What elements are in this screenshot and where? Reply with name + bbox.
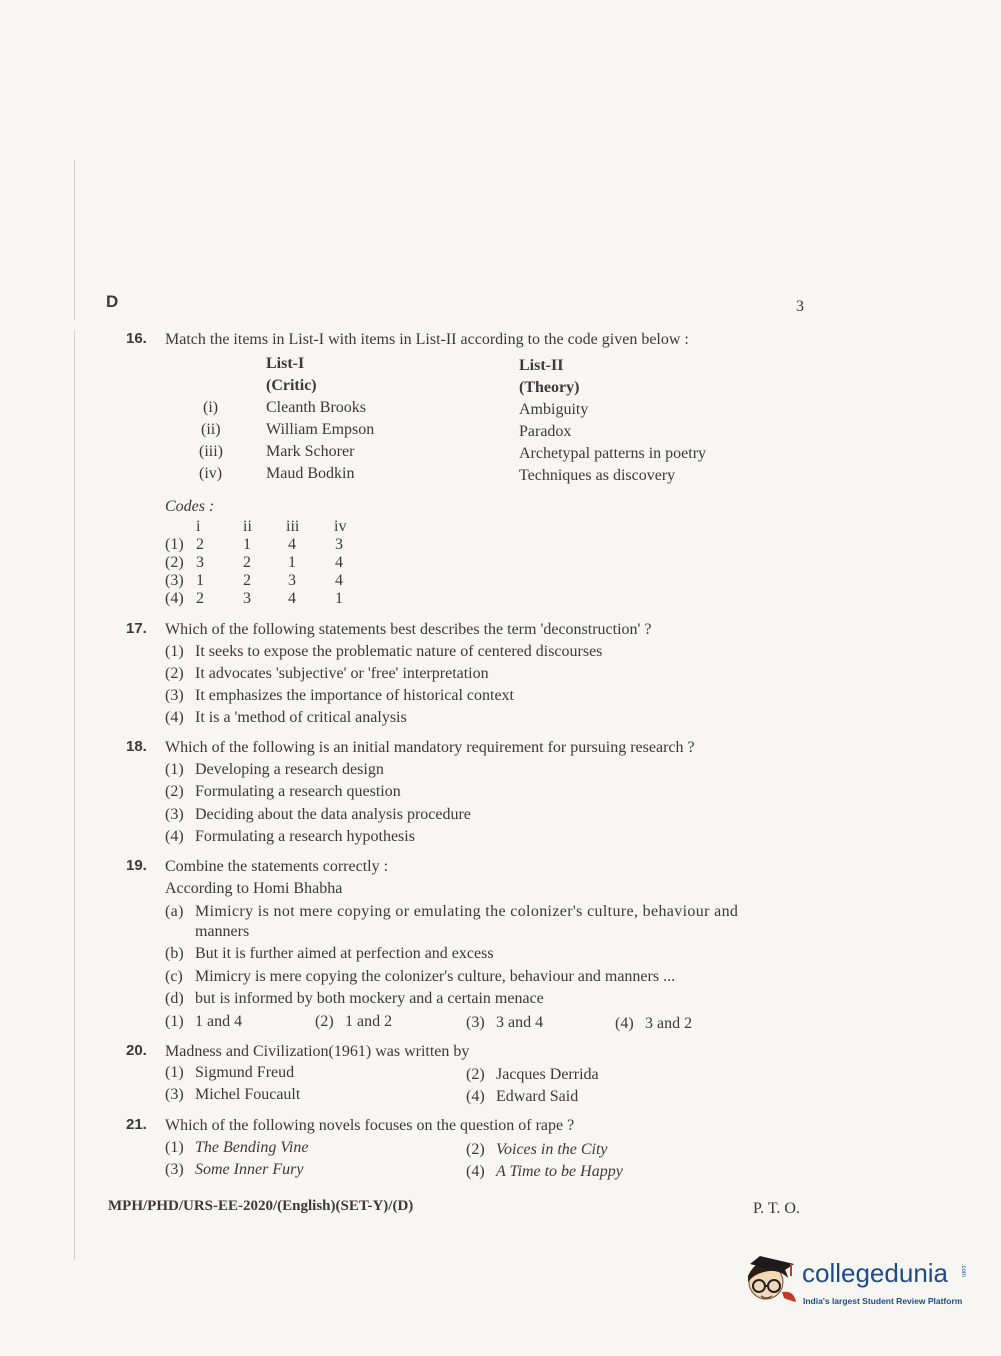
codes-label: Codes : [165,498,215,515]
code-header: ii [243,518,252,535]
row-critic: William Empson [266,421,375,438]
question-text: Match the items in List-I with items in List-II according to the code given below : [165,331,689,348]
code-value: 4 [288,536,296,553]
option-text: It advocates 'subjective' or 'free' interpretation [195,665,489,682]
answer-option [165,782,401,802]
option-text: 1 and 4 [195,1013,243,1030]
option-number: (3) [165,687,184,704]
code-value: 4 [335,572,343,589]
code-value: 1 [288,554,296,571]
question-number: 17. [126,620,147,637]
statement [165,967,675,987]
please-turn-over: P. T. O. [753,1200,800,1217]
code-value: 2 [196,590,204,607]
row-roman: (iii) [199,443,223,460]
answer-option [165,1063,294,1083]
statement-text: But it is further aimed at perfection and excess [195,945,494,962]
brand-tagline: India's largest Student Review Platform [803,1296,963,1306]
option-number: (4) [466,1163,485,1180]
brand-domain: .com [960,1264,966,1278]
code-header: iii [286,518,300,535]
code-option: (1) [165,536,184,553]
option-number: (4) [466,1088,485,1105]
answer-option [466,1013,543,1033]
list2-subtitle: (Theory) [519,379,580,396]
option-text: Some Inner Fury [195,1161,304,1178]
answer-option [165,642,602,662]
row-theory: Paradox [519,423,572,440]
question-number: 18. [126,738,147,755]
code-value: 4 [288,590,296,607]
option-number: (3) [165,1161,184,1178]
option-text: The Bending Vine [195,1139,309,1156]
code-value: 1 [243,536,251,553]
scan-margin-line [74,330,75,1260]
statement-text: but is informed by both mockery and a certain menace [195,990,544,1007]
option-text: Jacques Derrida [496,1066,599,1083]
option-number: (1) [165,643,184,660]
statement-letter: (a) [165,903,184,920]
option-text: A Time to be Happy [496,1163,623,1180]
option-number: (2) [315,1013,334,1030]
answer-option [466,1140,608,1160]
option-number: (2) [165,665,184,682]
question-text: Combine the statements correctly : [165,858,389,875]
option-number: (4) [615,1015,634,1032]
page-number: 3 [796,298,804,315]
row-theory: Archetypal patterns in poetry [519,445,707,462]
code-value: 1 [196,572,204,589]
option-text: 3 and 2 [645,1015,693,1032]
option-text: It seeks to expose the problematic nature of centered discourses [195,643,603,660]
option-number: (4) [165,828,184,845]
answer-option [165,1160,303,1180]
question-text: Which of the following is an initial mandatory requirement for pursuing research ? [165,739,695,756]
statement [165,902,738,922]
row-theory: Techniques as discovery [519,467,676,484]
option-text: Michel Foucault [195,1086,301,1103]
answer-option [466,1065,599,1085]
scan-margin-line [74,160,75,320]
option-text: It is a 'method of critical analysis [195,709,407,726]
answer-option [615,1014,692,1034]
row-critic: Maud Bodkin [266,465,355,482]
row-roman: (iv) [199,465,223,482]
code-value: 2 [196,536,204,553]
code-value: 3 [288,572,296,589]
set-letter: D [106,292,119,311]
option-text: Edward Said [496,1088,579,1105]
answer-option [165,1012,242,1032]
statement-letter: (d) [165,990,184,1007]
statement-text: Mimicry is not mere copying or emulating the colonizer's culture, behaviour and [195,903,739,920]
option-text: It emphasizes the importance of historical context [195,687,514,704]
code-value: 3 [335,536,343,553]
option-text: Formulating a research hypothesis [195,828,415,845]
answer-option [165,686,514,706]
question-number: 20. [126,1042,147,1059]
code-value: 1 [335,590,343,607]
answer-option [165,1085,300,1105]
option-number: (3) [466,1014,485,1031]
code-value: 2 [243,554,251,571]
answer-option [466,1087,578,1107]
option-number: (3) [165,806,184,823]
row-roman: (i) [203,399,219,416]
answer-option [165,805,471,825]
row-critic: Mark Schorer [266,443,355,460]
option-number: (2) [466,1141,485,1158]
answer-option [165,708,407,728]
question-text: Which of the following novels focuses on the question of rape ? [165,1117,575,1134]
question-text: Which of the following statements best describes the term 'deconstruction' ? [165,621,652,638]
answer-option [466,1162,623,1182]
list1-subtitle: (Critic) [266,377,317,394]
option-number: (4) [165,709,184,726]
option-number: (1) [165,1139,184,1156]
option-text: Sigmund Freud [195,1064,295,1081]
collegedunia-logo[interactable] [742,1250,972,1314]
option-text: Formulating a research question [195,783,401,800]
question-number: 19. [126,857,147,874]
option-text: 3 and 4 [496,1014,544,1031]
question-text: Madness and Civilization(1961) was written by [165,1043,470,1060]
option-text: Developing a research design [195,761,384,778]
statement [165,944,494,964]
answer-option [315,1012,392,1032]
row-critic: Cleanth Brooks [266,399,366,416]
code-header: iv [334,518,347,535]
paper-code: MPH/PHD/URS-EE-2020/(English)(SET-Y)/(D) [108,1198,414,1214]
brand-name: collegedunia [802,1258,949,1288]
row-roman: (ii) [201,421,221,438]
option-number: (1) [165,1013,184,1030]
question-number: 16. [126,330,147,347]
question-subtext: According to Homi Bhabha [165,880,343,897]
answer-option [165,827,415,847]
option-number: (2) [466,1066,485,1083]
option-number: (1) [165,1064,184,1081]
code-value: 3 [196,554,204,571]
option-text: Voices in the City [496,1141,608,1158]
statement-letter: (b) [165,945,184,962]
option-text: Deciding about the data analysis procedure [195,806,471,823]
row-theory: Ambiguity [519,401,589,418]
code-value: 3 [243,590,251,607]
question-number: 21. [126,1116,147,1133]
answer-option [165,1138,308,1158]
statement [165,989,544,1009]
code-option: (4) [165,590,184,607]
statement-letter: (c) [165,968,183,985]
option-number: (2) [165,783,184,800]
mascot-icon [742,1250,800,1314]
option-number: (3) [165,1086,184,1103]
list1-title: List-I [266,355,305,372]
statement-continuation: manners [195,923,250,940]
option-number: (1) [165,761,184,778]
code-header: i [196,518,201,535]
code-option: (3) [165,572,184,589]
option-text: 1 and 2 [345,1013,393,1030]
code-value: 2 [243,572,251,589]
answer-option [165,760,384,780]
statement-text: Mimicry is mere copying the colonizer's culture, behaviour and manners ... [195,968,676,985]
answer-option [165,664,489,684]
code-value: 4 [335,554,343,571]
code-option: (2) [165,554,184,571]
list2-title: List-II [519,357,564,374]
